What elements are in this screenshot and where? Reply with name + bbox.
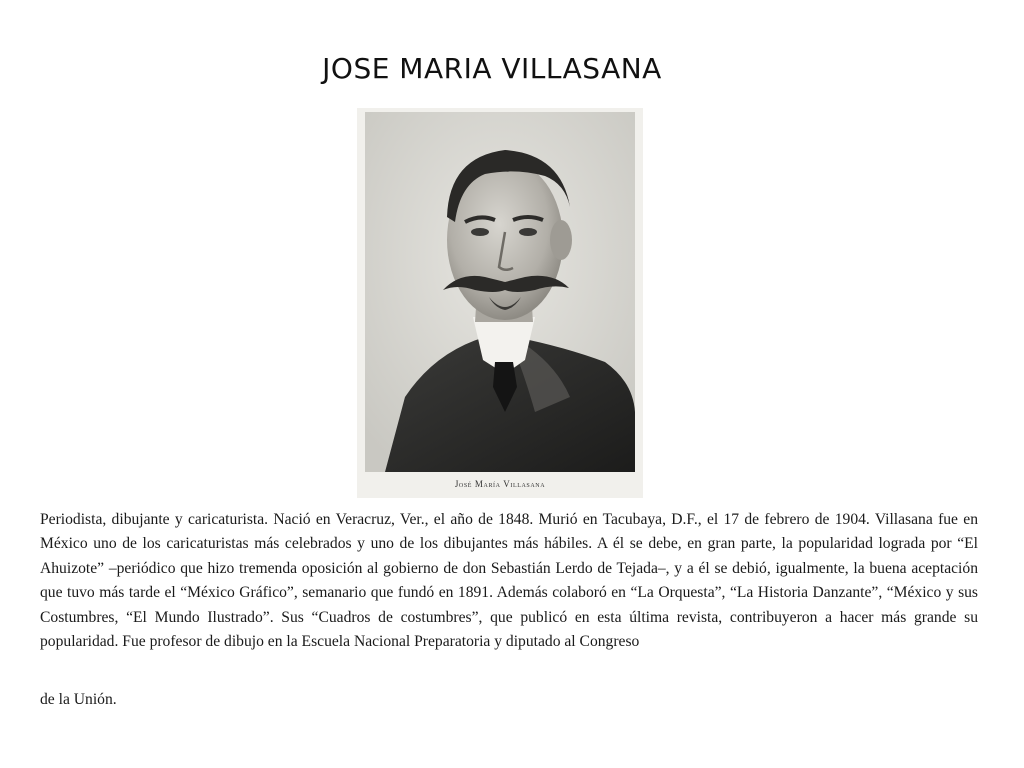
portrait-photo	[365, 112, 635, 472]
page-title: JOSE MARIA VILLASANA	[322, 51, 662, 85]
portrait-illustration	[365, 112, 635, 472]
biography-paragraph: Periodista, dibujante y caricaturista. Nació en Veracruz, Ver., el año de 1848. Murió en Tacubaya, D.F., el 17 de febrero de 1904. Villasana fue en México uno de los caricaturistas más celebrados y uno de los dibujantes más hábiles. A él se debe, en gran parte, la popularidad lograda por “El Ahuizote” –periódico que hizo tremenda oposición al gobierno de don Sebastián Lerdo de Tejada–, y a él se debió, igualmente, la buena aceptación que tuvo más tarde el “México Gráfico”, semanario que fundó en 1891. Además colaboró en “La Orquesta”, “La Historia Danzante”, “México y sus Costumbres, “El Mundo Ilustrado”. Sus “Cuadros de costumbres”, que publicó en esta última revista, contribuyeron a hacer más grande su popularidad. Fue profesor de dibujo en la Escuela Nacional Preparatoria y diputado al Congreso	[40, 511, 978, 651]
portrait-figure	[357, 108, 643, 498]
portrait-caption: José María Villasana	[454, 479, 546, 489]
biography-tail: de la Unión.	[40, 691, 117, 708]
